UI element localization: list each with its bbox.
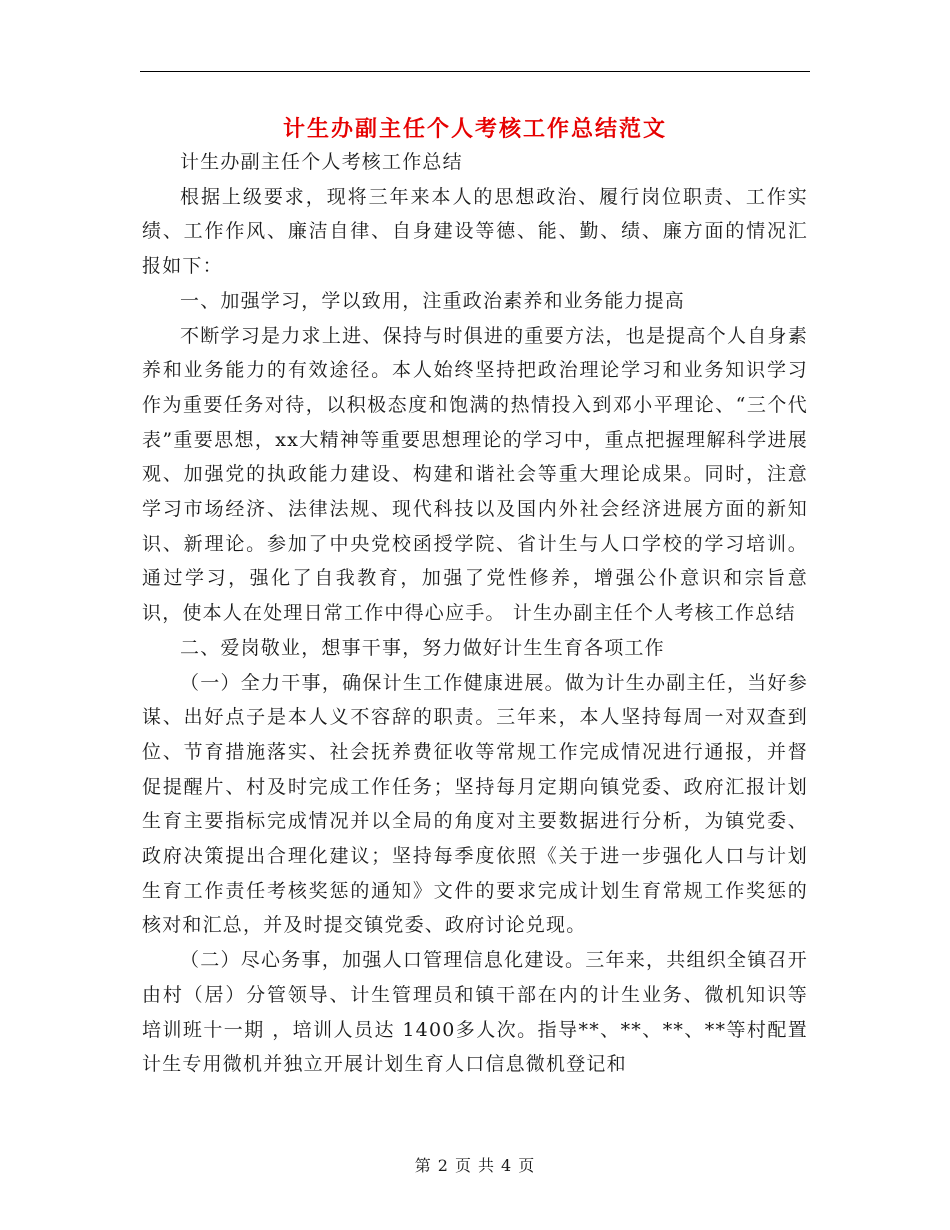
section-heading-2: 二、爱岗敬业，想事干事，努力做好计生生育各项工作: [180, 636, 665, 659]
footer-suffix: 页: [518, 1156, 536, 1175]
footer-prefix: 第: [414, 1156, 432, 1175]
footer-page-word: 页: [454, 1156, 472, 1175]
section-heading-1: 一、加强学习，学以致用，注重政治素养和业务能力提高: [180, 289, 686, 312]
body-paragraph: （二）尽心务事，加强人口管理信息化建设。三年来，共组织全镇召开由村（居）分管领导、计生管理员和镇干部在内的计生业务、微机知识等培训班十一期 ，培训人员达 1400多人次。指导**、**、**、**等村配置计生专用微机并独立开展计划生育人口信息微机登记和: [142, 949, 808, 1076]
document-title: 计生办副主任个人考核工作总结范文: [282, 116, 667, 142]
body-paragraph: 不断学习是力求上进、保持与时俱进的重要方法，也是提高个人自身素养和业务能力的有效途径。本人始终坚持把政治理论学习和业务知识学习作为重要任务对待，以积极态度和饱满的热情投入到邓小平理论、“三个代表”重要思想，xx大精神等重要思想理论的学习中，重点把握理解科学进展观、加强党的执政能力建设、构建和谐社会等重大理论成果。同时，注意学习市场经济、法律法规、现代科技以及国内外社会经济进展方面的新知识、新理论。参加了中央党校函授学院、省计生与人口学校的学习培训。通过学习，强化了自我教育，加强了党性修养，增强公仆意识和宗旨意识，使本人在处理日常工作中得心应手。 计生办副主任个人考核工作总结: [142, 324, 808, 625]
intro-paragraph: 根据上级要求，现将三年来本人的思想政治、履行岗位职责、工作实绩、工作作风、廉洁自律、自身建设等德、能、勤、绩、廉方面的情况汇报如下：: [142, 185, 808, 278]
section-subtitle: 计生办副主任个人考核工作总结: [180, 151, 463, 173]
body-paragraph: （一）全力干事，确保计生工作健康进展。做为计生办副主任，当好参谋、出好点子是本人义不容辞的职责。三年来，本人坚持每周一对双查到位、节育措施落实、社会抚养费征收等常规工作完成情况进行通报，并督促提醒片、村及时完成工作任务；坚持每月定期向镇党委、政府汇报计划生育主要指标完成情况并以全局的角度对主要数据进行分析，为镇党委、政府决策提出合理化建议；坚持每季度依照《关于进一步强化人口与计划生育工作责任考核奖惩的通知》文件的要求完成计划生育常规工作奖惩的核对和汇总，并及时提交镇党委、政府讨论兑现。: [142, 671, 808, 937]
footer-total-word: 共: [478, 1156, 496, 1175]
document-body: [142, 145, 808, 1082]
current-page-number: 2: [437, 1156, 449, 1175]
page-footer: [140, 1153, 810, 1176]
header-rule: [140, 71, 810, 72]
total-page-number: 4: [501, 1156, 513, 1175]
